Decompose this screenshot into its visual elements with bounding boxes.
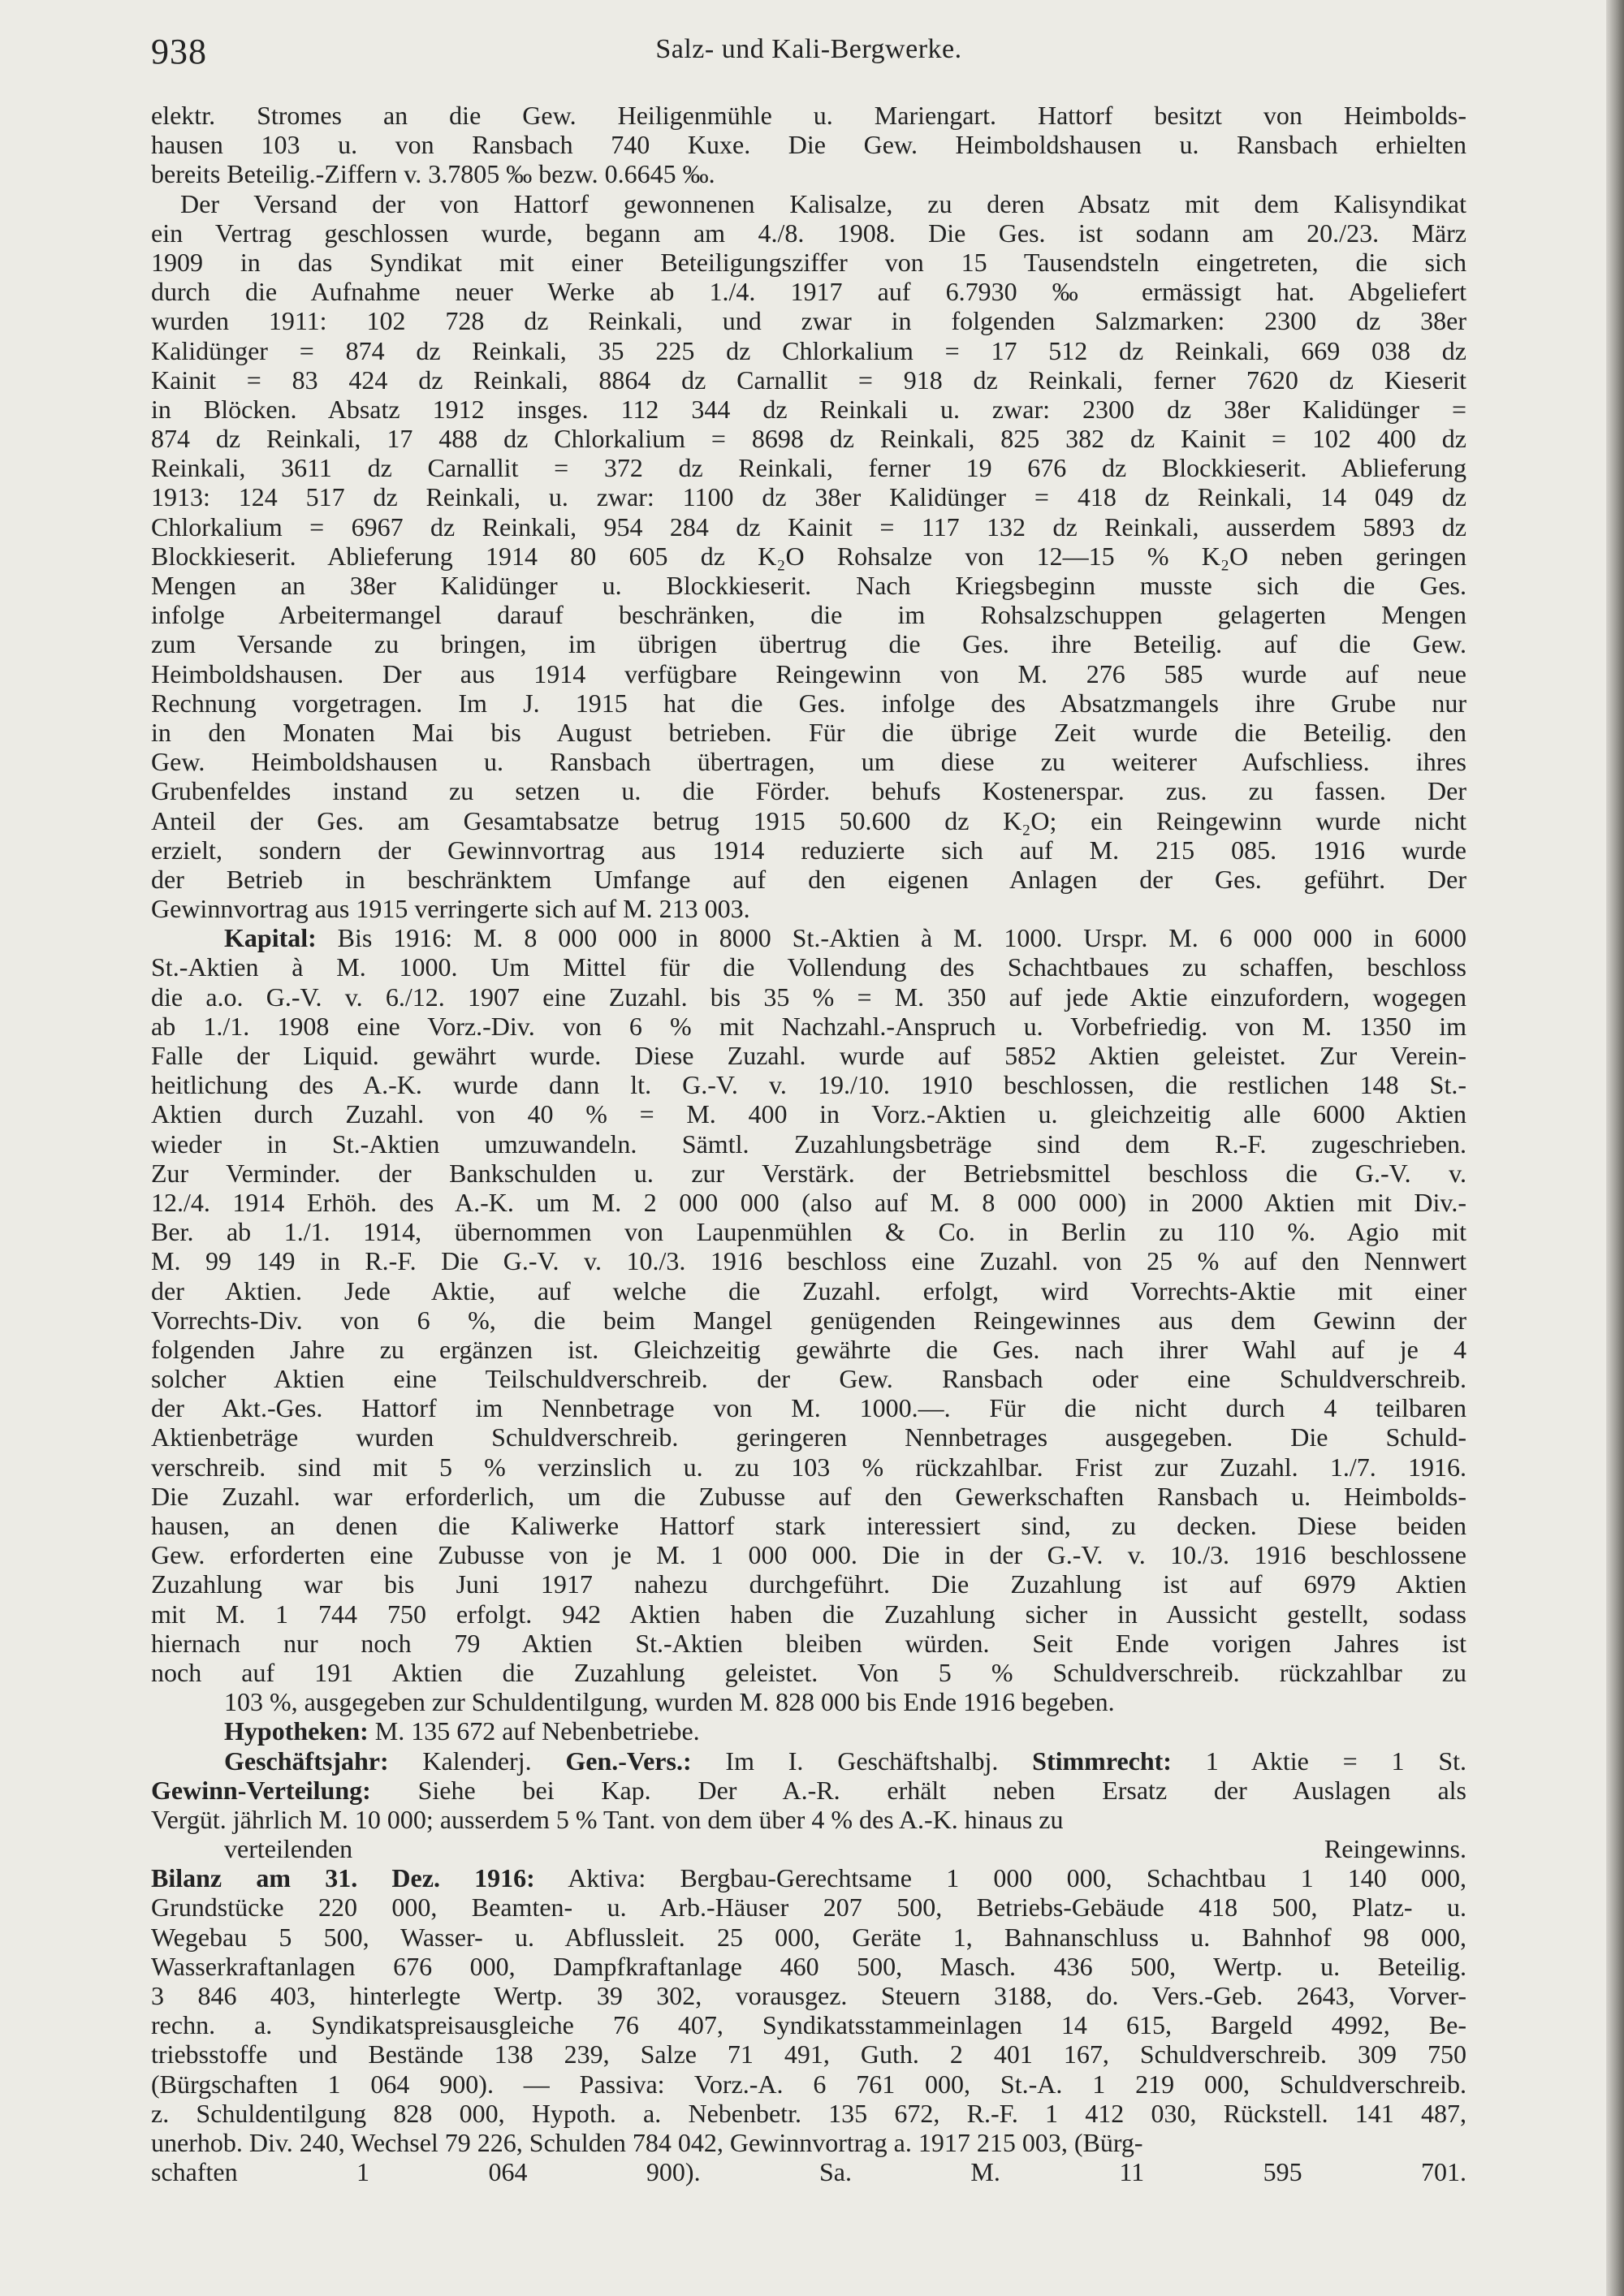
text-line [151, 1217, 1466, 1246]
line-text: 12./4. 1914 Erhöh. des A.-K. um M. 2 000 000 (also auf M. 8 000 000) in 2000 Aktien mit Div.- [151, 1187, 1466, 1217]
text-line [151, 1364, 1466, 1393]
line-text: Kainit = 83 424 dz Reinkali, 8864 dz Carnallit = 918 dz Reinkali, ferner 7620 dz Kieserit [151, 365, 1466, 395]
text-line [151, 2069, 1466, 2099]
text-line [151, 1834, 1466, 1863]
line-text: Kalenderj. [422, 1746, 532, 1776]
line-text: Zuzahlung war bis Juni 1917 nahezu durchgeführt. Die Zuzahlung ist auf 6979 Aktien [151, 1569, 1466, 1599]
line-text: Heimboldshausen. Der aus 1914 verfügbare Reingewinn von M. 276 585 wurde auf neue [151, 658, 1466, 688]
line-text: Die Zuzahl. war erforderlich, um die Zubusse auf den Gewerkschaften Ransbach u. Heimbolds- [151, 1481, 1466, 1511]
line-text: Grundstücke 220 000, Beamten- u. Arb.-Häuser 207 500, Betriebs-Gebäude 418 500, Platz- u. [151, 1892, 1466, 1923]
text-line [151, 159, 1466, 188]
line-text: in den Monaten Mai bis August betrieben. Für die übrige Zeit wurde die Beteilig. den [151, 717, 1466, 747]
line-text: ein Vertrag geschlossen wurde, begann am 4./8. 1908. Die Ges. ist sodann am 20./23. März [151, 218, 1466, 248]
line-text: die a.o. G.-V. v. 6./12. 1907 eine Zuzahl. bis 35 % = M. 350 auf jede Aktie einzufordern, wogegen [151, 982, 1466, 1012]
text-line [151, 248, 1466, 277]
text-line [151, 600, 1466, 629]
text-line [151, 482, 1466, 511]
text-line [151, 189, 1466, 218]
line-text: Reinkali, 3611 dz Carnallit = 372 dz Reinkali, ferner 19 676 dz Blockkieserit. Ablieferung [151, 453, 1466, 483]
line-text: (Bürgschaften 1 064 900). — Passiva: Vorz.-A. 6 761 000, St.-A. 1 219 000, Schuldverschreib. [151, 2069, 1466, 2099]
line-text: Aktiva: Bergbau-Gerechtsame 1 000 000, Schachtbau 1 140 000, [568, 1863, 1466, 1893]
line-text: bereits Beteilig.-Ziffern v. 3.7805 ‰ bezw. 0.6645 ‰. [151, 159, 715, 189]
line-text: 1 Aktie = 1 St. [1205, 1746, 1466, 1776]
document-body [151, 101, 1466, 2186]
text-line [151, 395, 1466, 424]
line-text: Rechnung vorgetragen. Im J. 1915 hat die Ges. infolge des Absatzmangels ihre Grube nur [151, 688, 1466, 718]
text-line [151, 336, 1466, 365]
text-line [151, 1981, 1466, 2010]
line-text: Falle der Liquid. gewährt wurde. Diese Zuzahl. wurde auf 5852 Aktien geleistet. Zur Verein- [151, 1041, 1466, 1070]
line-text: heitlichung des A.-K. wurde dann lt. G.-V. v. 19./10. 1910 beschlossen, die restlichen 148 St.- [151, 1070, 1466, 1100]
text-line [151, 2010, 1466, 2039]
line-text: rechn. a. Syndikatspreisausgleiche 76 407, Syndikatsstammeinlagen 14 615, Bargeld 4992, Be- [151, 2010, 1466, 2040]
text-line [151, 542, 1466, 571]
text-line [151, 1306, 1466, 1335]
text-line [151, 835, 1466, 865]
section-label: Bilanz am 31. Dez. 1916: [151, 1863, 535, 1893]
running-head: Salz- und Kali-Bergwerke. [655, 34, 962, 64]
text-line [151, 1129, 1466, 1159]
text-line [151, 1012, 1466, 1041]
page-edge-shadow [1606, 0, 1624, 2296]
text-line [151, 718, 1466, 747]
text-line [151, 747, 1466, 776]
line-text: mit M. 1 744 750 erfolgt. 942 Aktien haben die Zuzahlung sicher in Aussicht gestellt, sodass [151, 1599, 1466, 1629]
text-line [151, 1923, 1466, 1952]
line-text: Kalidünger = 874 dz Reinkali, 35 225 dz Chlorkalium = 17 512 dz Reinkali, 669 038 dz [151, 335, 1466, 365]
text-line [151, 130, 1466, 159]
text-line [151, 1422, 1466, 1452]
line-text: solcher Aktien eine Teilschuldverschreib. der Gew. Ransbach oder eine Schuldverschreib. [151, 1364, 1466, 1394]
text-line [151, 1776, 1466, 1805]
text-line [151, 1452, 1466, 1482]
line-text: Gew. Heimboldshausen u. Ransbach übertragen, um diese zu weiterer Aufschliess. ihres [151, 747, 1466, 777]
line-text: Grubenfeldes instand zu setzen u. die Förder. behufs Kostenerspar. zus. zu fassen. Der [151, 776, 1466, 806]
text-line [151, 1276, 1466, 1306]
text-line [151, 1335, 1466, 1364]
text-line [151, 1805, 1466, 1834]
section-label: Gen.-Vers.: [565, 1746, 692, 1776]
text-line [151, 1070, 1466, 1099]
line-text: Der Versand der von Hattorf gewonnenen Kalisalze, zu deren Absatz mit dem Kalisyndikat [180, 188, 1466, 218]
text-line [151, 1863, 1466, 1892]
text-line [151, 1952, 1466, 1981]
text-line [151, 1599, 1466, 1629]
text-line [151, 2157, 1466, 2186]
line-text: M. 135 672 auf Nebenbetriebe. [374, 1716, 700, 1746]
text-line [151, 1629, 1466, 1658]
line-text: 874 dz Reinkali, 17 488 dz Chlorkalium = 8698 dz Reinkali, 825 382 dz Kainit = 102 400 dz [151, 424, 1466, 454]
text-line [151, 1188, 1466, 1217]
line-text: hausen, an denen die Kaliwerke Hattorf stark interessiert sind, zu decken. Diese beiden [151, 1511, 1466, 1540]
text-line [151, 629, 1466, 658]
line-text: Mengen an 38er Kalidünger u. Blockkieserit. Nach Kriegsbeginn musste sich die Ges. [151, 571, 1466, 600]
text-line [151, 659, 1466, 688]
line-text: 103 %, ausgegeben zur Schuldentilgung, wurden M. 828 000 bis Ende 1916 begeben. [224, 1687, 1115, 1717]
text-line [151, 424, 1466, 453]
text-line [151, 1041, 1466, 1070]
line-text: erzielt, sondern der Gewinnvortrag aus 1914 reduzierte sich auf M. 215 085. 1916 wurde [151, 835, 1466, 865]
text-line [151, 1687, 1466, 1716]
page-header [151, 31, 1466, 76]
text-line [151, 571, 1466, 600]
line-text: Im I. Geschäftshalbj. [725, 1746, 999, 1776]
line-text: in Blöcken. Absatz 1912 insges. 112 344 dz Reinkali u. zwar: 2300 dz 38er Kalidünger = [151, 394, 1466, 424]
line-text: infolge Arbeitermangel darauf beschränken, die im Rohsalzschuppen gelagerten Mengen [151, 600, 1466, 630]
line-text: 3 846 403, hinterlegte Wertp. 39 302, vorausgez. Steuern 3188, do. Vers.-Geb. 2643, Vorver- [151, 1981, 1466, 2010]
text-line [151, 365, 1466, 395]
text-line [151, 1892, 1466, 1922]
text-line [151, 952, 1466, 982]
section-label: Hypotheken: [224, 1716, 369, 1746]
text-line [151, 101, 1466, 130]
text-line [151, 2039, 1466, 2069]
line-text: Aktien durch Zuzahl. von 40 % = M. 400 in Vorz.-Aktien u. gleichzeitig alle 6000 Aktien [151, 1099, 1466, 1129]
line-text: Chlorkalium = 6967 dz Reinkali, 954 284 dz Kainit = 117 132 dz Reinkali, ausserdem 5893 dz [151, 511, 1466, 542]
text-line [151, 2099, 1466, 2128]
line-text: Gewinnvortrag aus 1915 verringerte sich auf M. 213 003. [151, 894, 750, 924]
text-line [151, 1540, 1466, 1569]
text-line [151, 1658, 1466, 1687]
text-line [151, 277, 1466, 306]
text-line [151, 806, 1466, 835]
text-line [151, 982, 1466, 1012]
text-line [151, 1511, 1466, 1540]
line-text: Gew. erforderten eine Zubusse von je M. 1 000 000. Die in der G.-V. v. 10./3. 1916 beschlossene [151, 1540, 1466, 1570]
text-line [151, 1099, 1466, 1129]
text-line [151, 1482, 1466, 1511]
text-line [151, 923, 1466, 952]
text-line [151, 688, 1466, 718]
section-label: Gewinn-Verteilung: [151, 1775, 371, 1805]
line-text: durch die Aufnahme neuer Werke ab 1./4. 1917 auf 6.7930 ‰ ermässigt hat. Abgeliefert [151, 277, 1466, 307]
line-text: Blockkieserit. Ablieferung 1914 80 605 dz K₂O Rohsalze von 12—15 % K₂O neben geringen [151, 541, 1466, 571]
text-line [151, 1716, 1466, 1746]
line-text: elektr. Stromes an die Gew. Heiligenmühle u. Mariengart. Hattorf besitzt von Heimbolds- [151, 101, 1466, 130]
line-text: Wasserkraftanlagen 676 000, Dampfkraftanlage 460 500, Masch. 436 500, Wertp. u. Beteilig. [151, 1951, 1466, 1981]
line-text: z. Schuldentilgung 828 000, Hypoth. a. Nebenbetr. 135 672, R.-F. 1 412 030, Rückstell. 141 487, [151, 2098, 1466, 2128]
text-line [151, 512, 1466, 542]
text-line [151, 306, 1466, 335]
line-text: verteilenden Reingewinns. [224, 1834, 1466, 1864]
section-label: Geschäftsjahr: [224, 1746, 389, 1776]
text-line [151, 1569, 1466, 1599]
line-text: Vergüt. jährlich M. 10 000; ausserdem 5 % Tant. von dem über 4 % des A.-K. hinaus zu [151, 1804, 1064, 1834]
line-text: wurden 1911: 102 728 dz Reinkali, und zwar in folgenden Salzmarken: 2300 dz 38er [151, 306, 1466, 336]
text-line [151, 894, 1466, 923]
line-text: der Akt.-Ges. Hattorf im Nennbetrage von M. 1000.—. Für die nicht durch 4 teilbaren [151, 1393, 1466, 1423]
text-line [151, 2128, 1466, 2157]
line-text: 1913: 124 517 dz Reinkali, u. zwar: 1100 dz 38er Kalidünger = 418 dz Reinkali, 14 049 dz [151, 482, 1466, 512]
line-text: verschreib. sind mit 5 % verzinslich u. zu 103 % rückzahlbar. Frist zur Zuzahl. 1./7. 1916. [151, 1452, 1466, 1482]
line-text: 1909 in das Syndikat mit einer Beteiligungsziffer von 15 Tausendsteln eingetreten, die sich [151, 247, 1466, 277]
text-line [151, 776, 1466, 805]
line-text: zum Versande zu bringen, im übrigen übertrug die Ges. ihre Beteilig. auf die Gew. [151, 629, 1466, 659]
text-line [151, 1246, 1466, 1275]
line-text: der Betrieb in beschränktem Umfange auf den eigenen Anlagen der Ges. geführt. Der [151, 864, 1466, 894]
line-text: Ber. ab 1./1. 1914, übernommen von Laupenmühlen & Co. in Berlin zu 110 %. Agio mit [151, 1217, 1466, 1247]
line-text: noch auf 191 Aktien die Zuzahlung geleistet. Von 5 % Schuldverschreib. rückzahlbar zu [151, 1657, 1466, 1687]
line-text: St.-Aktien à M. 1000. Um Mittel für die Vollendung des Schachtbaues zu schaffen, beschloss [151, 952, 1466, 982]
text-line [151, 218, 1466, 248]
text-line [151, 1159, 1466, 1188]
line-text: Vorrechts-Div. von 6 %, die beim Mangel genügenden Reingewinnes aus dem Gewinn der [151, 1305, 1466, 1335]
page-number: 938 [151, 32, 207, 71]
section-label: Kapital: [224, 923, 317, 953]
line-text: hausen 103 u. von Ransbach 740 Kuxe. Die Gew. Heimboldshausen u. Ransbach erhielten [151, 130, 1466, 160]
line-text: Aktienbeträge wurden Schuldverschreib. geringeren Nennbetrages ausgegeben. Die Schuld- [151, 1422, 1466, 1452]
line-text: ab 1./1. 1908 eine Vorz.-Div. von 6 % mit Nachzahl.-Anspruch u. Vorbefriedig. von M. 1350 im [151, 1011, 1466, 1041]
line-text: Siehe bei Kap. Der A.-R. erhält neben Ersatz der Auslagen als [417, 1775, 1466, 1805]
line-text: Bis 1916: M. 8 000 000 in 8000 St.-Aktien à M. 1000. Urspr. M. 6 000 000 in 6000 [337, 923, 1466, 953]
line-text: unerhob. Div. 240, Wechsel 79 226, Schulden 784 042, Gewinnvortrag a. 1917 215 003, (Bürg- [151, 2127, 1143, 2157]
text-line [151, 1746, 1466, 1776]
line-text: Zur Verminder. der Bankschulden u. zur Verstärk. der Betriebsmittel beschloss die G.-V. v. [151, 1158, 1466, 1188]
line-text: wieder in St.-Aktien umzuwandeln. Sämtl. Zuzahlungsbeträge sind dem R.-F. zugeschrieben. [151, 1129, 1466, 1159]
section-label: Stimmrecht: [1032, 1746, 1172, 1776]
line-text: Anteil der Ges. am Gesamtabsatze betrug 1915 50.600 dz K₂O; ein Reingewinn wurde nicht [151, 805, 1466, 835]
text-line [151, 453, 1466, 482]
line-text: M. 99 149 in R.-F. Die G.-V. v. 10./3. 1916 beschloss eine Zuzahl. von 25 % auf den Nennwert [151, 1246, 1466, 1276]
line-text: triebsstoffe und Bestände 138 239, Salze 71 491, Guth. 2 401 167, Schuldverschreib. 309 750 [151, 2039, 1466, 2069]
line-text: folgenden Jahre zu ergänzen ist. Gleichzeitig gewährte die Ges. nach ihrer Wahl auf je 4 [151, 1334, 1466, 1364]
text-line [151, 865, 1466, 894]
text-line [151, 1393, 1466, 1422]
line-text: schaften 1 064 900). Sa. M. 11 595 701. [151, 2157, 1466, 2187]
line-text: hiernach nur noch 79 Aktien St.-Aktien bleiben würden. Seit Ende vorigen Jahres ist [151, 1628, 1466, 1658]
line-text: Wegebau 5 500, Wasser- u. Abflussleit. 25 000, Geräte 1, Bahnanschluss u. Bahnhof 98 000, [151, 1922, 1466, 1952]
line-text: der Aktien. Jede Aktie, auf welche die Zuzahl. erfolgt, wird Vorrechts-Aktie mit einer [151, 1275, 1466, 1306]
